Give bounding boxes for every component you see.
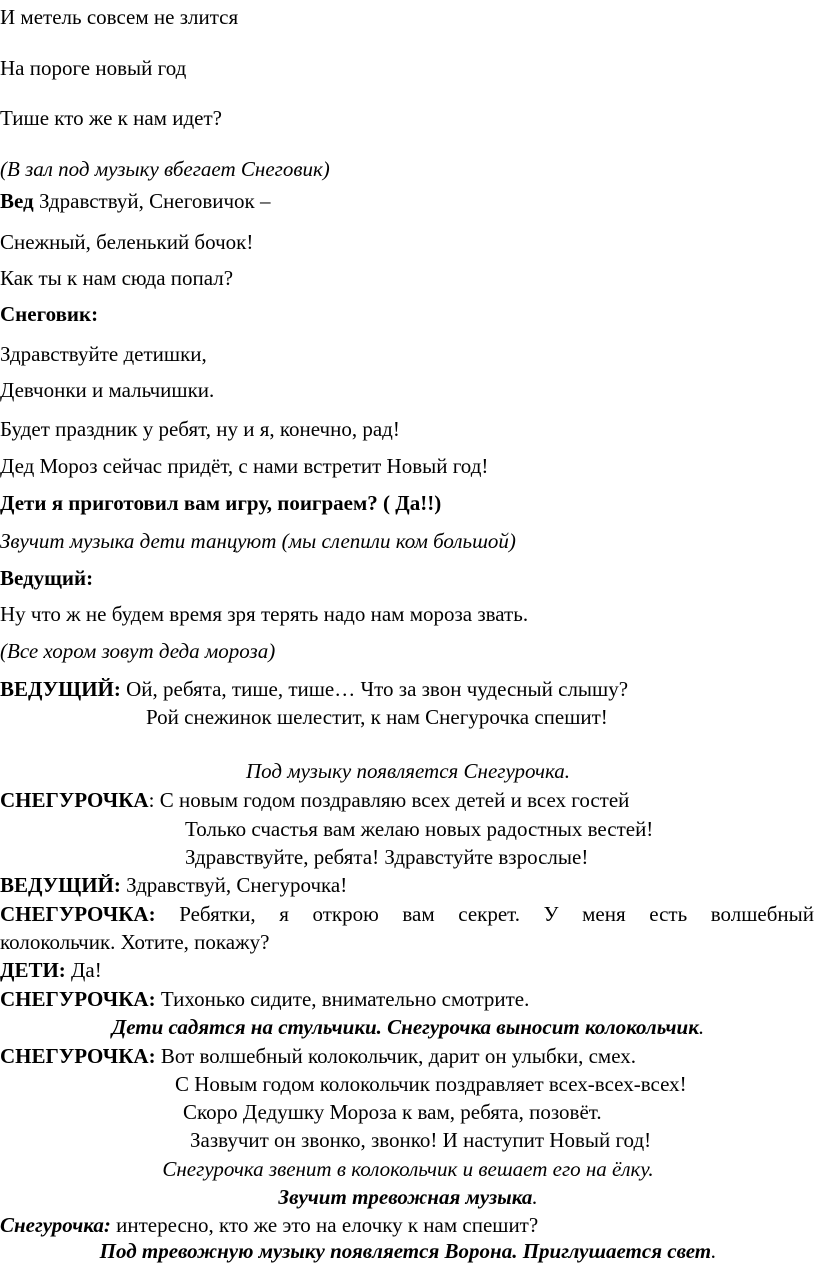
speech-text: Вот волшебный колокольчик, дарит он улыбки, смех. bbox=[155, 1044, 636, 1068]
dialogue-line bbox=[0, 986, 529, 1012]
verse-line: колокольчик. Хотите, покажу? bbox=[0, 930, 270, 954]
dialogue-line bbox=[0, 1212, 538, 1238]
verse-line: Будет праздник у ребят, ну и я, конечно, рад! bbox=[0, 417, 400, 441]
verse-line: Девчонки и мальчишки. bbox=[0, 378, 215, 402]
speaker-label: СНЕГУРОЧКА: bbox=[0, 1044, 156, 1068]
dialogue-line bbox=[0, 872, 347, 898]
stage-direction: Звучит музыка дети танцуют (мы слепили ком большой) bbox=[0, 529, 516, 553]
verse-line: Тише кто же к нам идет? bbox=[0, 106, 222, 130]
verse-line: С Новым годом колокольчик поздравляет всех-всех-всех! bbox=[175, 1072, 687, 1096]
dialogue-line bbox=[0, 787, 629, 813]
dialogue-line bbox=[0, 901, 814, 927]
stage-direction-text: Под тревожную музыку появляется Ворона. Приглушается свет bbox=[99, 1239, 712, 1263]
speaker-heading: Ведущий: bbox=[0, 566, 94, 590]
period: . bbox=[711, 1239, 717, 1263]
speech-text: Да! bbox=[65, 958, 102, 982]
verse-line: Только счастья вам желаю новых радостных вестей! bbox=[185, 817, 654, 841]
verse-line: Как ты к нам сюда попал? bbox=[0, 266, 234, 290]
stage-direction-text: Звучит тревожная музыка bbox=[278, 1185, 533, 1209]
stage-direction: Под музыку появляется Снегурочка. bbox=[245, 759, 571, 783]
speaker-label: СНЕГУРОЧКА: bbox=[0, 987, 156, 1011]
verse-line: Зазвучит он звонко, звонко! И наступит Новый год! bbox=[190, 1128, 652, 1152]
speaker-label: СНЕГУРОЧКА: bbox=[0, 902, 156, 926]
verse-line: Скоро Дедушку Мороза к вам, ребята, позовёт. bbox=[183, 1100, 602, 1124]
dialogue-line bbox=[0, 676, 628, 702]
period: . bbox=[532, 1185, 538, 1209]
speech-text: Тихонько сидите, внимательно смотрите. bbox=[155, 987, 530, 1011]
dialogue-line bbox=[0, 957, 102, 983]
speech-text: интересно, кто же это на елочку к нам спешит? bbox=[110, 1213, 539, 1237]
stage-direction bbox=[0, 1238, 816, 1264]
stage-direction bbox=[0, 1014, 816, 1040]
period: . bbox=[698, 1015, 705, 1039]
speaker-heading: Снеговик: bbox=[0, 302, 99, 326]
speech-text: Ребятки, я открою вам секрет. У меня есть волшебный bbox=[155, 902, 814, 926]
dialogue-line bbox=[0, 1043, 636, 1069]
speaker-label: Снегурочка: bbox=[0, 1213, 111, 1237]
speech-text: Здравствуй, Снеговичок – bbox=[33, 189, 271, 213]
speaker-label: ВЕДУЩИЙ: bbox=[0, 873, 121, 897]
stage-direction: (В зал под музыку вбегает Снеговик) bbox=[0, 157, 330, 181]
bold-line: Дети я приготовил вам игру, поиграем? ( Да!!) bbox=[0, 491, 442, 515]
stage-direction-text: Дети садятся на стульчики. Снегурочка выносит колокольчик bbox=[111, 1015, 699, 1039]
dialogue-line bbox=[0, 188, 271, 214]
verse-line: Ну что ж не будем время зря терять надо нам мороза звать. bbox=[0, 602, 529, 626]
verse-line: Здравствуйте детишки, bbox=[0, 342, 207, 366]
speaker-label: СНЕГУРОЧКА bbox=[0, 788, 149, 812]
verse-line: И метель совсем не злится bbox=[0, 5, 239, 29]
verse-line: Дед Мороз сейчас придёт, с нами встретит Новый год! bbox=[0, 454, 489, 478]
verse-line: Снежный, беленький бочок! bbox=[0, 230, 254, 254]
speaker-label: ВЕДУЩИЙ: bbox=[0, 677, 121, 701]
verse-line: Здравствуйте, ребята! Здравстуйте взрослые! bbox=[185, 845, 589, 869]
stage-direction bbox=[0, 1184, 816, 1210]
speaker-label: Вед bbox=[0, 189, 34, 213]
speech-text: Здравствуй, Снегурочка! bbox=[120, 873, 348, 897]
stage-direction: Снегурочка звенит в колокольчик и вешает его на ёлку. bbox=[162, 1157, 654, 1181]
speech-text: Ой, ребята, тише, тише… Что за звон чудесный слышу? bbox=[120, 677, 629, 701]
verse-line: На пороге новый год bbox=[0, 56, 187, 80]
stage-direction: (Все хором зовут деда мороза) bbox=[0, 639, 276, 663]
verse-line: Рой снежинок шелестит, к нам Снегурочка спешит! bbox=[146, 705, 608, 729]
speech-text: : С новым годом поздравляю всех детей и всех гостей bbox=[148, 788, 630, 812]
speaker-label: ДЕТИ: bbox=[0, 958, 66, 982]
